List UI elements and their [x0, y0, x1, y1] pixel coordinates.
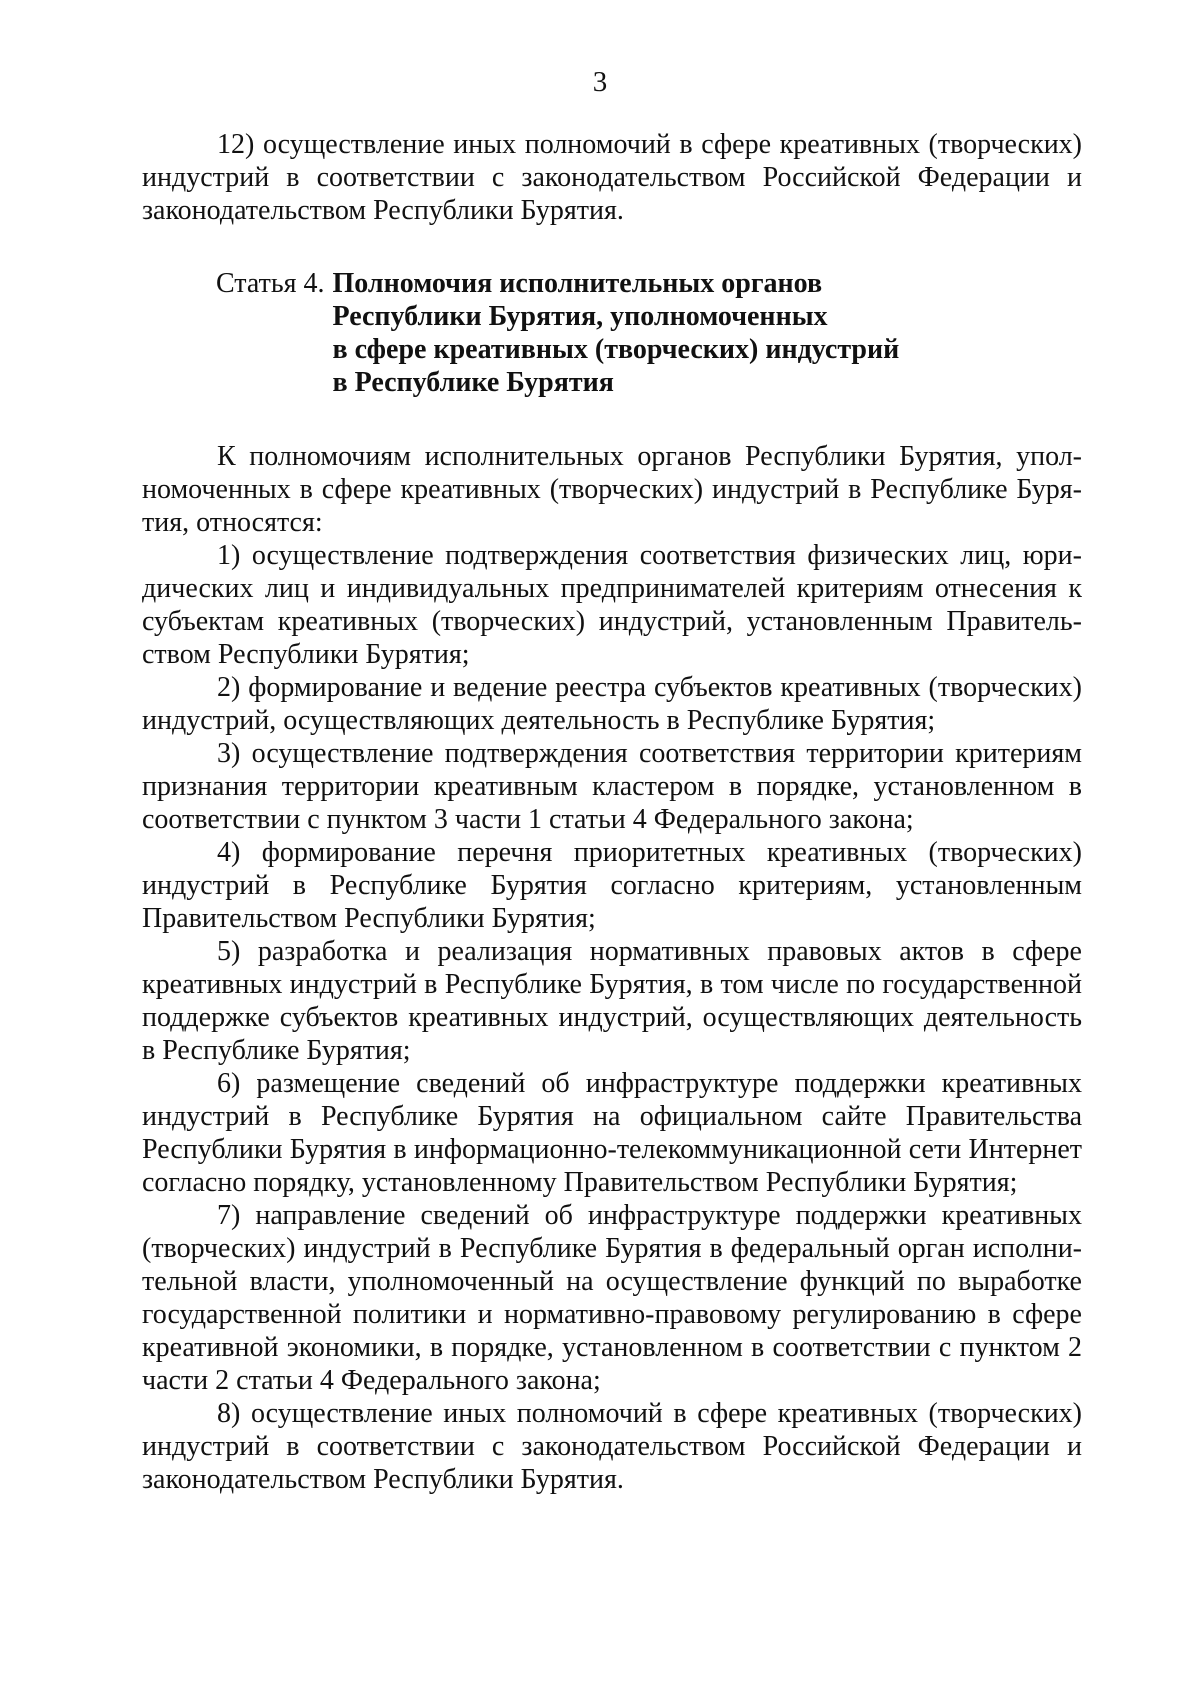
page-number: 3: [592, 66, 608, 98]
list-item: 1) осуществление подтверждения соответствия физических лиц, юридических лиц и индивидуальных предпринимателей критериям отнесения к субъектам креативных (творческих) индустрий, установленным Правительством Республики Бурятия;: [142, 540, 1082, 670]
list-item: 7) направление сведений об инфраструктуре поддержки креативных (творческих) индустрий в Республике Бурятия в федеральный орган исполнительной власти, уполномоченный на осуществление функций по выработке государственной политики и нормативно-правовому регулированию в сфере креативной экономики, в порядке, установленном в соответствии с пунктом 2 части 2 статьи 4 Федерального закона;: [142, 1200, 1082, 1396]
list-item: 8) осуществление иных полномочий в сфере креативных (творческих) индустрий в соответствии с законодательством Российской Федерации и законодательством Республики Бурятия.: [142, 1398, 1082, 1495]
list-item: 3) осуществление подтверждения соответствия территории критериям признания территории креативным кластером в порядке, установленном в соответствии с пунктом 3 части 1 статьи 4 Федерального закона;: [142, 738, 1082, 835]
article-title-line: в Республике Бурятия: [332, 367, 614, 398]
article-heading: [216, 267, 1082, 399]
list-item: 6) размещение сведений об инфраструктуре поддержки креативных индустрий в Республике Бурятия на официальном сайте Правительства Республики Бурятия в информационно-телекоммуникационной сети Интернет согласно порядку, установленному Правительством Республики Бурятия;: [142, 1068, 1082, 1198]
list-item: 5) разработка и реализация нормативных правовых актов в сфере креативных индустрий в Республике Бурятия, в том числе по государственной поддержке субъектов креативных индустрий, осуществляющих деятельность в Республике Бурятия;: [142, 936, 1082, 1066]
article-title-line: в сфере креативных (творческих) индустрий: [332, 334, 900, 365]
intro-item: 12) осуществление иных полномочий в сфере креативных (творческих) индустрий в соответствии с законодательством Российской Федерации и законодательством Республики Бурятия.: [142, 129, 1082, 226]
article-title: [332, 267, 952, 399]
article-body: [142, 440, 1082, 1496]
document-body: [142, 128, 1082, 1496]
article-title-line: Полномочия исполнительных органов: [332, 268, 823, 299]
lead-paragraph: К полномочиям исполнительных органов Республики Бурятия, уполномоченных в сфере креативных (творческих) индустрий в Республике Бурятия, относятся:: [142, 441, 1082, 538]
list-item: 2) формирование и ведение реестра субъектов креативных (творческих) индустрий, осуществляющих деятельность в Республике Бурятия;: [142, 672, 1082, 736]
article-label: Статья 4.: [216, 268, 325, 299]
article-title-line: Республики Бурятия, уполномоченных: [332, 301, 828, 332]
list-item: 4) формирование перечня приоритетных креативных (творческих) индустрий в Республике Бурятия согласно критериям, установленным Правительством Республики Бурятия;: [142, 837, 1082, 934]
